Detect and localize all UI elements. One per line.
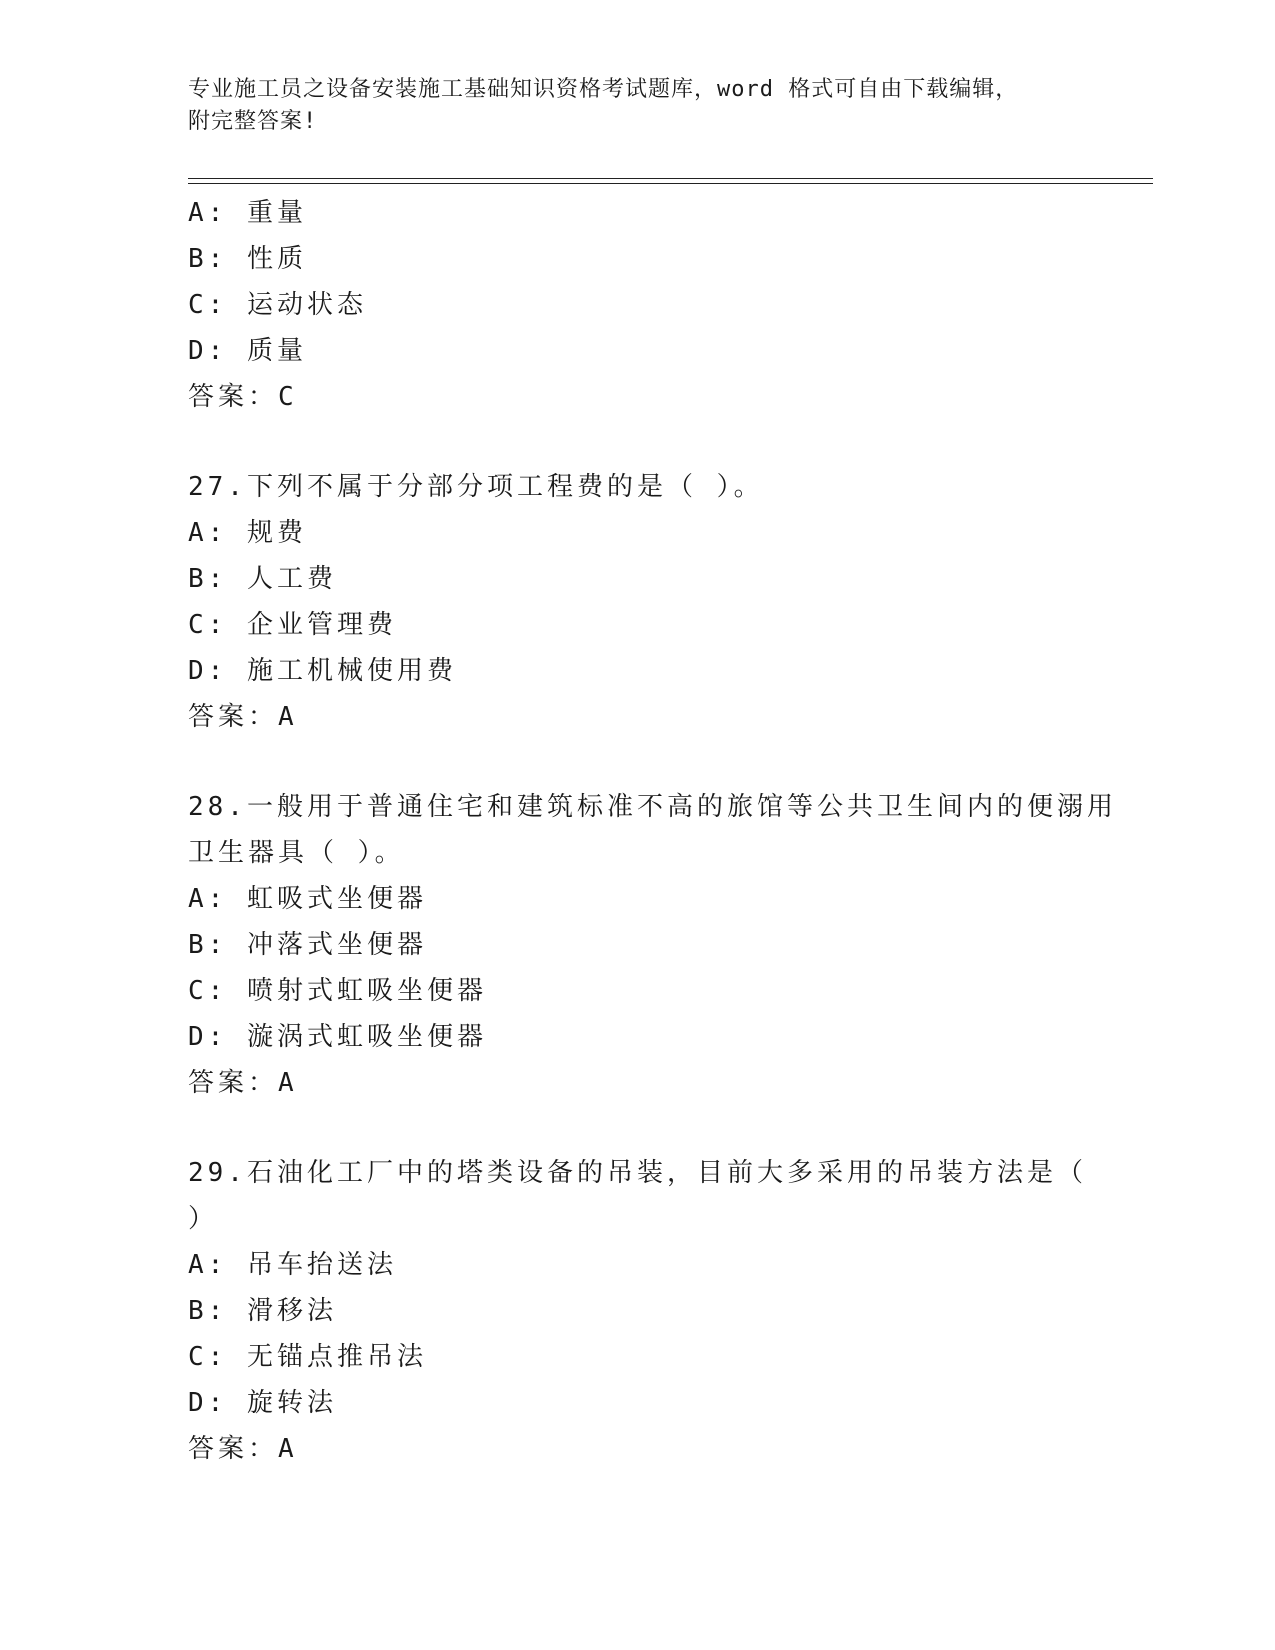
question-text-continued: ） (188, 1204, 219, 1234)
option-b: B: 性质 (188, 244, 307, 274)
header-divider-bottom (188, 183, 1153, 184)
header-line-2: 附完整答案! (188, 109, 318, 134)
option-a: A: 规费 (188, 518, 307, 548)
header-line-1: 专业施工员之设备安装施工基础知识资格考试题库，word 格式可自由下载编辑， (188, 77, 1019, 102)
option-b: B: 滑移法 (188, 1296, 337, 1326)
document-header (188, 74, 1088, 138)
question-text: 28.一般用于普通住宅和建筑标准不高的旅馆等公共卫生间内的便溺用 (188, 792, 1117, 822)
block-spacer (188, 740, 1088, 784)
question-text-continued: 卫生器具（ ）。 (188, 838, 405, 868)
option-b: B: 人工费 (188, 564, 337, 594)
question-block-26 (188, 190, 1088, 420)
question-text: 27.下列不属于分部分项工程费的是（ ）。 (188, 472, 764, 502)
option-c: C: 企业管理费 (188, 610, 397, 640)
question-list (188, 190, 1117, 1472)
answer-line: 答案：A (188, 1068, 298, 1098)
option-a: A: 吊车抬送法 (188, 1250, 397, 1280)
answer-line: 答案：A (188, 702, 298, 732)
answer-line: 答案：A (188, 1434, 298, 1464)
block-spacer (188, 1106, 1088, 1150)
option-c: C: 无锚点推吊法 (188, 1342, 427, 1372)
option-a: A: 重量 (188, 198, 307, 228)
header-divider-top (188, 178, 1153, 179)
option-a: A: 虹吸式坐便器 (188, 884, 427, 914)
question-block-27 (188, 464, 1088, 740)
option-d: D: 旋转法 (188, 1388, 337, 1418)
option-c: C: 运动状态 (188, 290, 367, 320)
option-c: C: 喷射式虹吸坐便器 (188, 976, 487, 1006)
question-block-28 (188, 784, 1117, 1106)
option-b: B: 冲落式坐便器 (188, 930, 427, 960)
option-d: D: 施工机械使用费 (188, 656, 457, 686)
question-text: 29.石油化工厂中的塔类设备的吊装，目前大多采用的吊装方法是（ (188, 1158, 1087, 1188)
option-d: D: 漩涡式虹吸坐便器 (188, 1022, 487, 1052)
answer-line: 答案：C (188, 382, 298, 412)
block-spacer (188, 420, 1088, 464)
question-block-29 (188, 1150, 1088, 1472)
option-d: D: 质量 (188, 336, 307, 366)
